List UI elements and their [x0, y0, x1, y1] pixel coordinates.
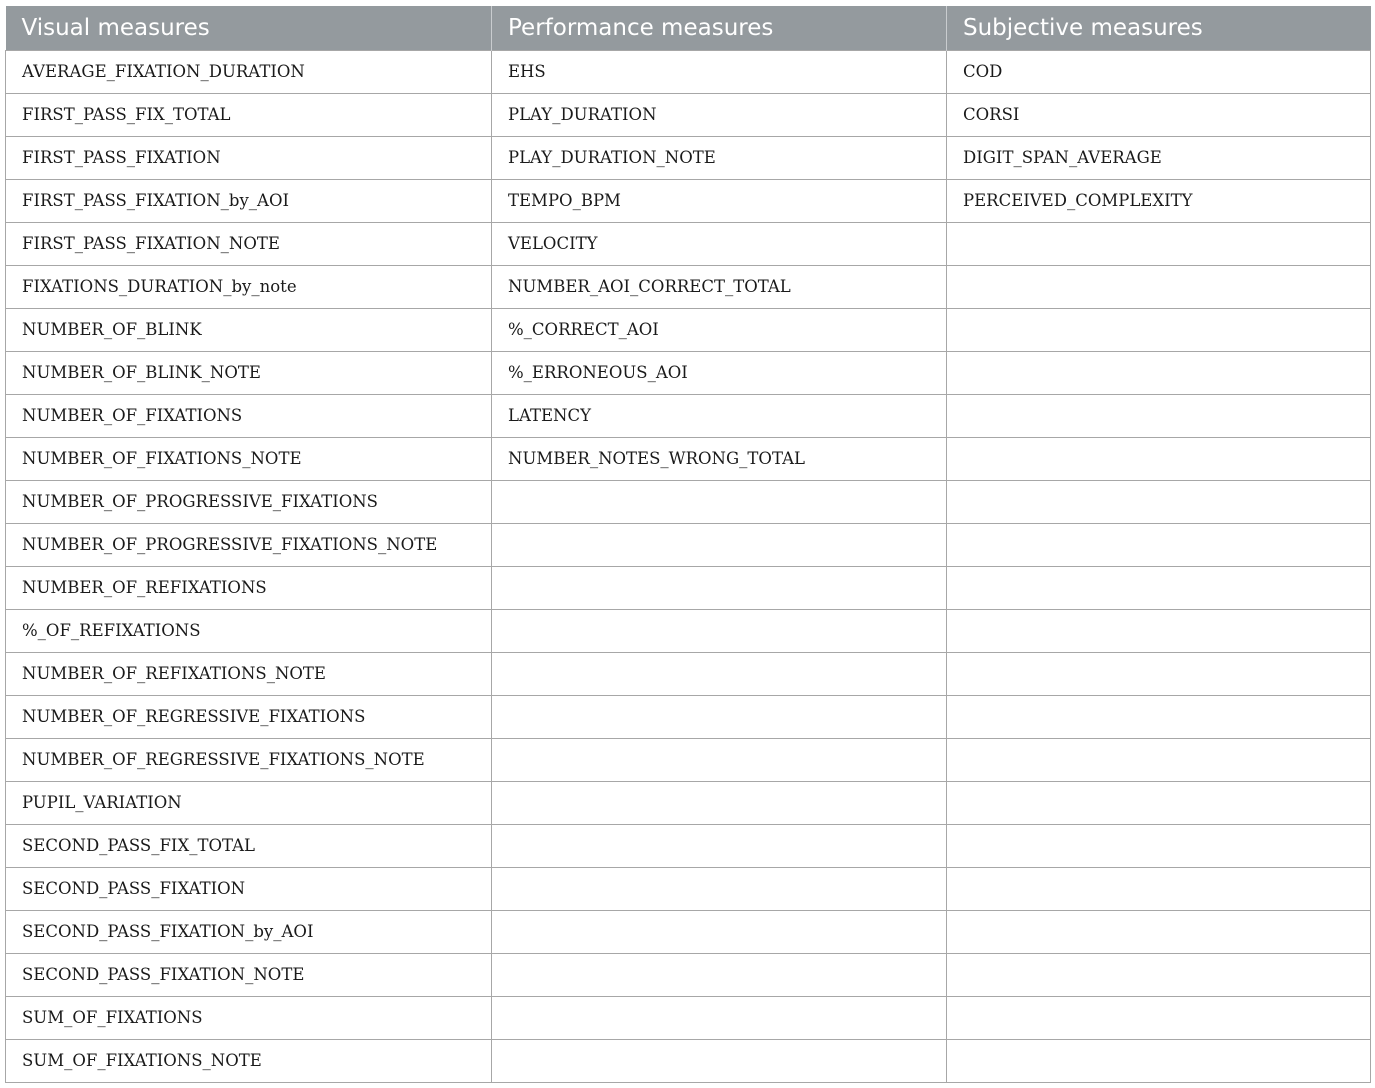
- header-performance-measures: Performance measures: [492, 6, 947, 50]
- subjective-measure-cell: [947, 394, 1371, 437]
- performance-measure-cell: [492, 523, 947, 566]
- visual-measure-cell: SECOND_PASS_FIXATION: [6, 867, 492, 910]
- visual-measure-cell: NUMBER_OF_REFIXATIONS: [6, 566, 492, 609]
- visual-measure-cell: NUMBER_OF_FIXATIONS: [6, 394, 492, 437]
- subjective-measure-cell: [947, 609, 1371, 652]
- visual-measure-cell: SECOND_PASS_FIXATION_by_AOI: [6, 910, 492, 953]
- performance-measure-cell: LATENCY: [492, 394, 947, 437]
- performance-measure-cell: [492, 1039, 947, 1082]
- visual-measure-cell: %_OF_REFIXATIONS: [6, 609, 492, 652]
- subjective-measure-cell: [947, 351, 1371, 394]
- visual-measure-cell: NUMBER_OF_PROGRESSIVE_FIXATIONS: [6, 480, 492, 523]
- performance-measure-cell: [492, 609, 947, 652]
- table-row: [6, 781, 1371, 824]
- subjective-measure-cell: [947, 695, 1371, 738]
- subjective-measure-cell: [947, 953, 1371, 996]
- subjective-measure-cell: CORSI: [947, 93, 1371, 136]
- subjective-measure-cell: [947, 824, 1371, 867]
- performance-measure-cell: VELOCITY: [492, 222, 947, 265]
- performance-measure-cell: EHS: [492, 50, 947, 93]
- visual-measure-cell: FIXATIONS_DURATION_by_note: [6, 265, 492, 308]
- table-row: [6, 222, 1371, 265]
- visual-measure-cell: SECOND_PASS_FIXATION_NOTE: [6, 953, 492, 996]
- subjective-measure-cell: [947, 308, 1371, 351]
- table-row: [6, 695, 1371, 738]
- table-row: [6, 652, 1371, 695]
- subjective-measure-cell: [947, 910, 1371, 953]
- visual-measure-cell: FIRST_PASS_FIXATION: [6, 136, 492, 179]
- table-row: [6, 394, 1371, 437]
- visual-measure-cell: NUMBER_OF_PROGRESSIVE_FIXATIONS_NOTE: [6, 523, 492, 566]
- table-row: [6, 953, 1371, 996]
- visual-measure-cell: SUM_OF_FIXATIONS_NOTE: [6, 1039, 492, 1082]
- performance-measure-cell: PLAY_DURATION: [492, 93, 947, 136]
- subjective-measure-cell: PERCEIVED_COMPLEXITY: [947, 179, 1371, 222]
- table-body: [6, 50, 1371, 1082]
- header-subjective-measures: Subjective measures: [947, 6, 1371, 50]
- performance-measure-cell: [492, 824, 947, 867]
- table-row: [6, 437, 1371, 480]
- visual-measure-cell: NUMBER_OF_REGRESSIVE_FIXATIONS: [6, 695, 492, 738]
- table-row: [6, 824, 1371, 867]
- visual-measure-cell: NUMBER_OF_BLINK: [6, 308, 492, 351]
- performance-measure-cell: [492, 695, 947, 738]
- visual-measure-cell: FIRST_PASS_FIX_TOTAL: [6, 93, 492, 136]
- performance-measure-cell: NUMBER_AOI_CORRECT_TOTAL: [492, 265, 947, 308]
- table-row: [6, 910, 1371, 953]
- performance-measure-cell: [492, 652, 947, 695]
- visual-measure-cell: NUMBER_OF_REFIXATIONS_NOTE: [6, 652, 492, 695]
- header-row: [6, 6, 1371, 50]
- subjective-measure-cell: DIGIT_SPAN_AVERAGE: [947, 136, 1371, 179]
- table-row: [6, 480, 1371, 523]
- table-row: [6, 523, 1371, 566]
- subjective-measure-cell: COD: [947, 50, 1371, 93]
- performance-measure-cell: [492, 480, 947, 523]
- performance-measure-cell: NUMBER_NOTES_WRONG_TOTAL: [492, 437, 947, 480]
- table-row: [6, 308, 1371, 351]
- subjective-measure-cell: [947, 523, 1371, 566]
- table-row: [6, 179, 1371, 222]
- table-row: [6, 93, 1371, 136]
- subjective-measure-cell: [947, 437, 1371, 480]
- subjective-measure-cell: [947, 652, 1371, 695]
- table-row: [6, 50, 1371, 93]
- table-header: [6, 6, 1371, 50]
- table-row: [6, 996, 1371, 1039]
- table-row: [6, 136, 1371, 179]
- performance-measure-cell: PLAY_DURATION_NOTE: [492, 136, 947, 179]
- visual-measure-cell: FIRST_PASS_FIXATION_NOTE: [6, 222, 492, 265]
- performance-measure-cell: TEMPO_BPM: [492, 179, 947, 222]
- header-visual-measures: Visual measures: [6, 6, 492, 50]
- table-row: [6, 566, 1371, 609]
- visual-measure-cell: NUMBER_OF_BLINK_NOTE: [6, 351, 492, 394]
- table-row: [6, 265, 1371, 308]
- subjective-measure-cell: [947, 566, 1371, 609]
- performance-measure-cell: %_CORRECT_AOI: [492, 308, 947, 351]
- performance-measure-cell: [492, 738, 947, 781]
- performance-measure-cell: %_ERRONEOUS_AOI: [492, 351, 947, 394]
- table-row: [6, 351, 1371, 394]
- performance-measure-cell: [492, 566, 947, 609]
- subjective-measure-cell: [947, 480, 1371, 523]
- performance-measure-cell: [492, 781, 947, 824]
- subjective-measure-cell: [947, 222, 1371, 265]
- performance-measure-cell: [492, 996, 947, 1039]
- table-row: [6, 609, 1371, 652]
- subjective-measure-cell: [947, 781, 1371, 824]
- subjective-measure-cell: [947, 996, 1371, 1039]
- visual-measure-cell: FIRST_PASS_FIXATION_by_AOI: [6, 179, 492, 222]
- subjective-measure-cell: [947, 265, 1371, 308]
- measures-table-container: [5, 6, 1370, 1083]
- visual-measure-cell: NUMBER_OF_FIXATIONS_NOTE: [6, 437, 492, 480]
- performance-measure-cell: [492, 953, 947, 996]
- visual-measure-cell: SECOND_PASS_FIX_TOTAL: [6, 824, 492, 867]
- table-row: [6, 867, 1371, 910]
- subjective-measure-cell: [947, 867, 1371, 910]
- visual-measure-cell: NUMBER_OF_REGRESSIVE_FIXATIONS_NOTE: [6, 738, 492, 781]
- visual-measure-cell: SUM_OF_FIXATIONS: [6, 996, 492, 1039]
- table-row: [6, 738, 1371, 781]
- visual-measure-cell: PUPIL_VARIATION: [6, 781, 492, 824]
- performance-measure-cell: [492, 910, 947, 953]
- measures-table: [5, 6, 1371, 1083]
- table-row: [6, 1039, 1371, 1082]
- subjective-measure-cell: [947, 1039, 1371, 1082]
- visual-measure-cell: AVERAGE_FIXATION_DURATION: [6, 50, 492, 93]
- subjective-measure-cell: [947, 738, 1371, 781]
- performance-measure-cell: [492, 867, 947, 910]
